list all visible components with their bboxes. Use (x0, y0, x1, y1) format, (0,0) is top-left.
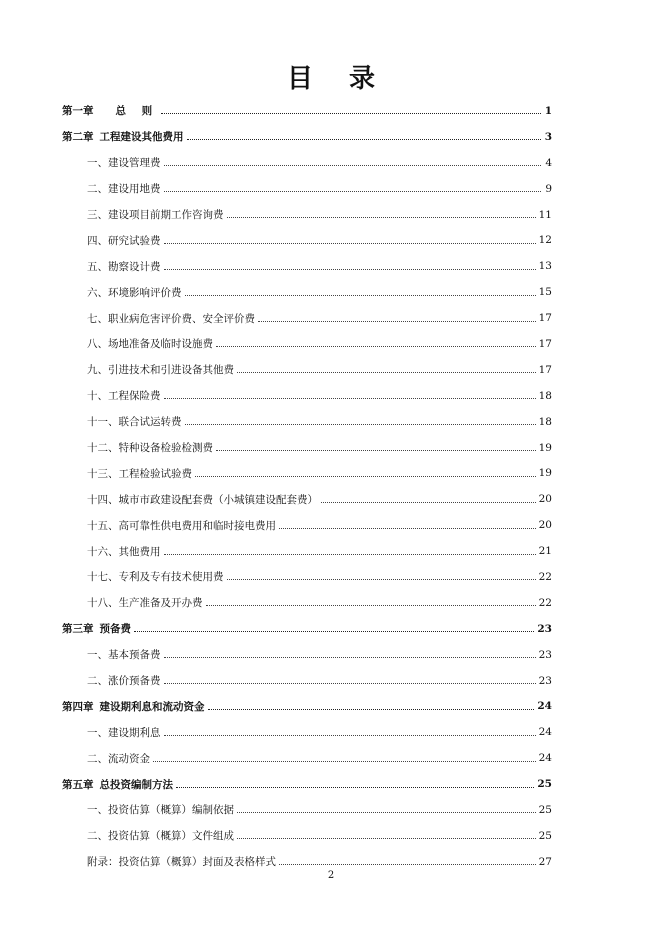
toc-leader-dots (258, 321, 536, 322)
toc-entry-label: 二、建设用地费 (87, 183, 161, 196)
toc-chapter-number: 第二章 (62, 131, 94, 144)
toc-entry-label: 一、投资估算（概算）编制依据 (87, 804, 234, 817)
toc-leader-dots (216, 450, 536, 451)
toc-entry-label: 十七、专利及专有技术使用费 (87, 571, 224, 584)
toc-section-entry[interactable] (62, 564, 552, 590)
toc-section-entry[interactable] (62, 435, 552, 461)
toc-leader-dots (164, 398, 536, 399)
toc-leader-dots (176, 787, 534, 788)
toc-leader-dots (185, 295, 536, 296)
toc-leader-dots (164, 191, 542, 192)
toc-section-entry[interactable] (62, 253, 552, 279)
toc-entry-label: 二、涨价预备费 (87, 675, 161, 688)
toc-page-number: 19 (538, 467, 552, 480)
toc-leader-dots (216, 346, 536, 347)
toc-section-entry[interactable] (62, 745, 552, 771)
toc-leader-dots (164, 243, 536, 244)
toc-entry-label: 一、建设管理费 (87, 157, 161, 170)
toc-leader-dots (208, 709, 535, 710)
toc-page-number: 25 (538, 803, 552, 816)
toc-section-entry[interactable] (62, 797, 552, 823)
page-number: 2 (327, 870, 335, 881)
toc-entry-label: 二、流动资金 (87, 752, 150, 765)
toc-page-number: 20 (538, 519, 552, 532)
toc-page-number: 12 (538, 234, 552, 247)
toc-entry-label: 五、勘察设计费 (87, 260, 161, 273)
toc-chapter-entry[interactable] (62, 124, 552, 150)
toc-page-number: 22 (538, 570, 552, 583)
toc-chapter-entry[interactable] (62, 98, 552, 124)
toc-entry-label: 八、场地准备及临时设施费 (87, 338, 213, 351)
toc-chapter-entry[interactable] (62, 616, 552, 642)
toc-leader-dots (164, 657, 536, 658)
toc-leader-dots (227, 579, 536, 580)
toc-leader-dots (164, 554, 536, 555)
toc-leader-dots (195, 476, 536, 477)
toc-page-number: 25 (537, 778, 552, 791)
toc-leader-dots (237, 372, 536, 373)
toc-leader-dots (237, 812, 536, 813)
toc-entry-label: 一、基本预备费 (87, 649, 161, 662)
toc-entry-label: 建设期利息和流动资金 (99, 700, 205, 713)
toc-leader-dots (237, 838, 536, 839)
toc-page-number: 9 (545, 182, 552, 195)
toc-leader-dots (279, 864, 536, 865)
toc-entry-label: 十八、生产准备及开办费 (87, 597, 203, 610)
toc-entry-label: 九、引进技术和引进设备其他费 (87, 364, 234, 377)
toc-leader-dots (206, 605, 536, 606)
toc-leader-dots (321, 502, 536, 503)
toc-section-entry[interactable] (62, 538, 552, 564)
toc-entry-label: 总 则 (115, 105, 159, 118)
toc-page-number: 25 (538, 829, 552, 842)
toc-entry-label: 附录：投资估算（概算）封面及表格样式 (87, 856, 276, 869)
toc-section-entry[interactable] (62, 642, 552, 668)
toc-entry-label: 总投资编制方法 (99, 778, 173, 791)
toc-section-entry[interactable] (62, 279, 552, 305)
toc-page-number: 21 (538, 545, 552, 558)
toc-page-number: 22 (538, 596, 552, 609)
toc-page-number: 20 (538, 493, 552, 506)
toc-section-entry[interactable] (62, 357, 552, 383)
toc-section-entry[interactable] (62, 176, 552, 202)
toc-section-entry[interactable] (62, 486, 552, 512)
toc-page-number: 18 (538, 415, 552, 428)
toc-entry-label: 预备费 (99, 623, 131, 636)
toc-leader-dots (164, 269, 536, 270)
toc-entry-label: 一、建设期利息 (87, 726, 161, 739)
toc-leader-dots (187, 139, 542, 140)
toc-section-entry[interactable] (62, 150, 552, 176)
toc-entry-label: 十、工程保险费 (87, 390, 161, 403)
toc-page-number: 23 (537, 622, 552, 635)
toc-page-number: 24 (537, 700, 552, 713)
toc-entry-label: 六、环境影响评价费 (87, 286, 182, 299)
toc-page-number: 17 (538, 337, 552, 350)
toc-page-number: 24 (538, 726, 552, 739)
toc-leader-dots (164, 735, 536, 736)
toc-entry-label: 四、研究试验费 (87, 234, 161, 247)
toc-entry-label: 十四、城市市政建设配套费（小城镇建设配套费） (87, 493, 318, 506)
toc-entry-label: 十二、特种设备检验检测费 (87, 442, 213, 455)
toc-page-number: 15 (538, 286, 552, 299)
toc-leader-dots (185, 424, 536, 425)
toc-entry-label: 十五、高可靠性供电费用和临时接电费用 (87, 519, 276, 532)
toc-chapter-number: 第一章 (62, 105, 94, 118)
toc-leader-dots (153, 761, 536, 762)
toc-section-entry[interactable] (62, 227, 552, 253)
toc-page-number: 23 (538, 674, 552, 687)
toc-page-number: 19 (538, 441, 552, 454)
toc-section-entry[interactable] (62, 590, 552, 616)
toc-page-number: 1 (544, 104, 552, 117)
toc-leader-dots (279, 528, 536, 529)
toc-section-entry[interactable] (62, 668, 552, 694)
toc-leader-dots (164, 683, 536, 684)
toc-section-entry[interactable] (62, 409, 552, 435)
toc-title: 目录 (286, 64, 411, 94)
toc-section-entry[interactable] (62, 460, 552, 486)
toc-page-number: 13 (538, 260, 552, 273)
toc-page-number: 17 (538, 363, 552, 376)
toc-entry-label: 三、建设项目前期工作咨询费 (87, 209, 224, 221)
toc-page-number: 24 (538, 752, 552, 765)
toc-section-entry[interactable] (62, 305, 552, 331)
toc-leader-dots (227, 217, 536, 218)
toc-chapter-entry[interactable] (62, 771, 552, 797)
toc-entry-label: 七、职业病危害评价费、安全评价费 (87, 312, 255, 325)
toc-section-entry[interactable] (62, 823, 552, 849)
toc-page-number: 23 (538, 648, 552, 661)
toc-chapter-entry[interactable] (62, 693, 552, 719)
toc-leader-dots (161, 113, 541, 114)
toc-page-number: 17 (538, 312, 552, 325)
toc-leader-dots (164, 165, 542, 166)
toc-entry-label: 十三、工程检验试验费 (87, 467, 192, 480)
toc-entry-label: 二、投资估算（概算）文件组成 (87, 830, 234, 843)
toc-page-number: 11 (538, 208, 552, 221)
toc-section-entry[interactable] (62, 202, 552, 228)
toc-page-number: 27 (538, 855, 552, 868)
toc-leader-dots (134, 631, 534, 632)
toc-chapter-number: 第五章 (62, 778, 94, 791)
toc-entry-label: 工程建设其他费用 (99, 131, 184, 144)
toc-page-number: 18 (538, 389, 552, 402)
toc-page-number: 4 (545, 156, 552, 169)
toc-section-entry[interactable] (62, 331, 552, 357)
toc-section-entry[interactable] (62, 512, 552, 538)
toc-entry-label: 十一、联合试运转费 (87, 416, 182, 429)
toc-chapter-number: 第四章 (62, 700, 94, 713)
toc-page-number: 3 (544, 130, 552, 143)
toc-chapter-number: 第三章 (62, 623, 94, 636)
table-of-contents (62, 98, 552, 875)
toc-entry-label: 十六、其他费用 (87, 545, 161, 558)
toc-section-entry[interactable] (62, 383, 552, 409)
toc-section-entry[interactable] (62, 719, 552, 745)
